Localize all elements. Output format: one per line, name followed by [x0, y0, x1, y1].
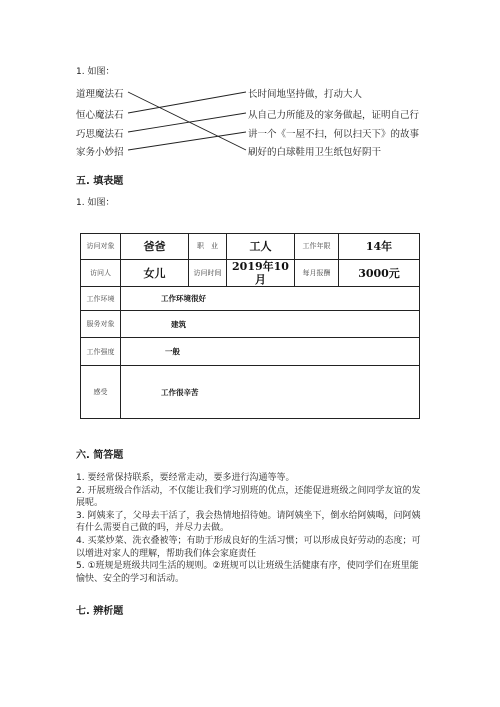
table-label: 职 业	[189, 234, 227, 260]
table-label: 工作环境	[81, 287, 121, 311]
table-value: 工作环境很好	[121, 287, 420, 311]
section-title: 五. 填表题	[76, 176, 124, 187]
match-line-3	[128, 113, 246, 132]
table-value: 2019年10月	[227, 260, 295, 287]
right-item: 讲一个《一屋不扫，何以扫天下》的故事	[248, 129, 420, 140]
interview-table	[80, 233, 420, 419]
answer-list	[76, 472, 426, 585]
right-item: 刷好的白球鞋用卫生纸包好阴干	[248, 147, 382, 158]
table-label: 访问时间	[189, 260, 227, 287]
table-label: 感受	[81, 366, 121, 419]
table-value: 建筑	[121, 311, 420, 338]
table-value: 一般	[121, 338, 420, 366]
question-label: 1. 如图：	[76, 198, 115, 208]
section-title: 六. 简答题	[76, 450, 124, 461]
table-label: 每月报酬	[295, 260, 339, 287]
right-item: 从自己力所能及的家务做起，证明自己行	[248, 110, 420, 121]
table-value: 14年	[339, 234, 420, 260]
table-label: 工作年限	[295, 234, 339, 260]
left-item: 家务小妙招	[76, 147, 124, 158]
match-line-2	[128, 92, 246, 113]
right-item: 长时间地坚持做，打动大人	[248, 89, 363, 100]
table-value: 3000元	[339, 260, 420, 287]
table-label: 服务对象	[81, 311, 121, 338]
table-label: 工作强度	[81, 338, 121, 366]
left-item: 恒心魔法石	[76, 110, 124, 121]
answer-item: 5. ①班规是班级共同生活的规则。②班规可以让班级生活健康有序，使同学们在班里能愉快、安全的学习和活动。	[76, 561, 419, 584]
answer-item: 4. 买菜炒菜、洗衣叠被等；有助于形成良好的生活习惯；可以形成良好劳动的态度；可以增进对家人的理解，帮助我们体会家庭责任	[76, 535, 421, 559]
left-item: 巧思魔法石	[76, 129, 124, 140]
table-label: 访问人	[81, 260, 121, 287]
answer-item: 3. 阿姨来了，父母去干活了，我会热情地招待她。请阿姨坐下，倒水给阿姨喝，问阿姨有什么需要自己做的吗，并尽力去做。	[76, 510, 421, 534]
table-value: 女儿	[121, 260, 189, 287]
section-title: 七. 辨析题	[76, 606, 124, 617]
table-label: 访问对象	[81, 234, 121, 260]
table-value: 工作很辛苦	[121, 366, 420, 419]
answer-item: 1. 要经常保持联系，要经常走动，要多进行沟通等等。	[76, 473, 295, 483]
left-item: 道理魔法石	[76, 89, 124, 100]
table-value: 爸爸	[121, 234, 189, 260]
question-label: 1. 如图：	[76, 67, 115, 77]
table-value: 工人	[227, 234, 295, 260]
answer-item: 2. 开展班级合作活动，不仅能让我们学习别班的优点，还能促进班级之间同学友谊的发展呢。	[76, 485, 421, 509]
